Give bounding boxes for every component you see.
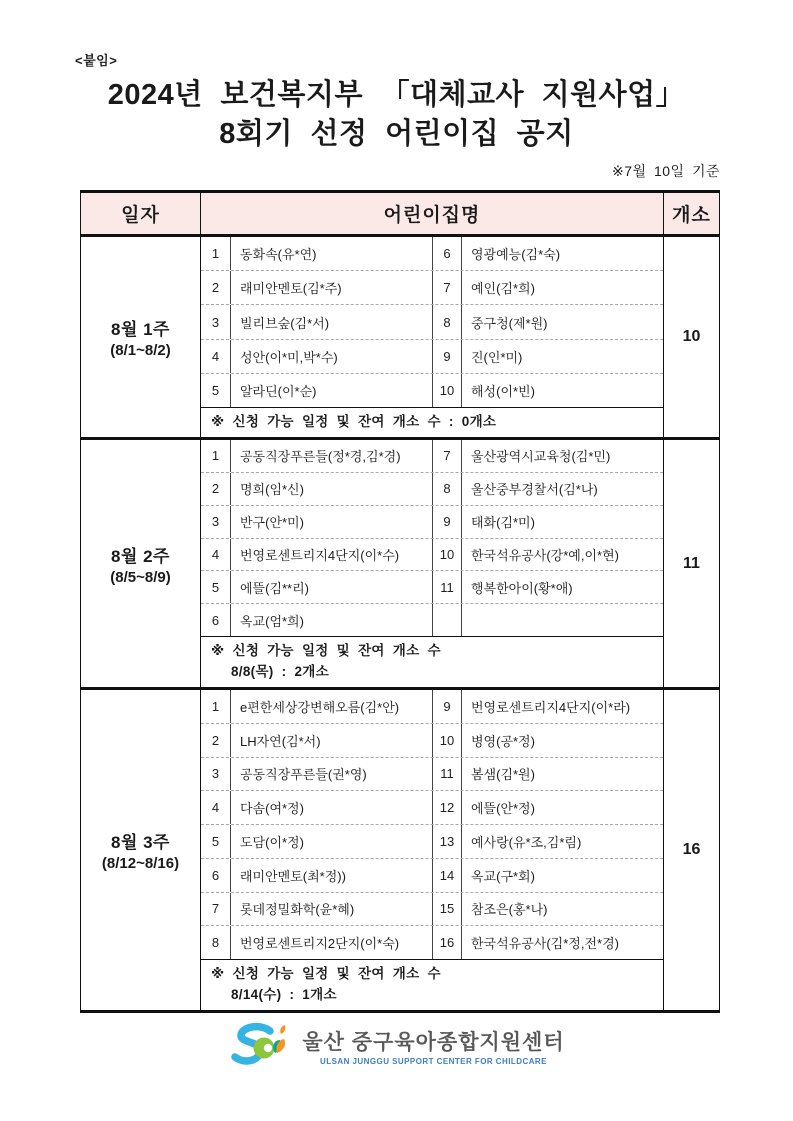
entry-name: 울산광역시교육청(김*민) [471, 449, 611, 465]
entry-number: 12 [432, 791, 462, 824]
center-list-cell [201, 237, 663, 437]
entry-number: 13 [432, 825, 462, 858]
week-date-cell [81, 690, 201, 1010]
entry-name: 번영로센트리지2단지(이*숙) [240, 936, 400, 952]
center-entry-row [201, 506, 663, 539]
week-count: 11 [663, 440, 719, 687]
entry-number: 6 [201, 859, 231, 892]
entry-name: 행복한아이(황*애) [471, 580, 573, 596]
center-entry-row [201, 604, 663, 636]
entry-name: 예인(김*희) [471, 281, 535, 297]
center-entry-row [201, 791, 663, 825]
entry-name: e편한세상강변해오름(김*안) [240, 699, 400, 715]
entry-number: 7 [432, 440, 462, 472]
center-logo-icon [228, 1022, 292, 1070]
table-header-row [81, 190, 719, 237]
entry-number: 2 [201, 473, 231, 505]
entry-number: 1 [201, 690, 231, 723]
entry-number: 1 [201, 440, 231, 472]
entry-name: 도담(이*정) [240, 834, 304, 850]
entry-number: 5 [201, 374, 231, 407]
entry-number: 4 [201, 791, 231, 824]
center-entry-row [201, 374, 663, 407]
entry-name: 울산중부경찰서(김*나) [471, 482, 598, 498]
center-list-cell [201, 440, 663, 687]
entry-name [462, 604, 663, 636]
entry-number: 11 [432, 571, 462, 603]
attachment-label: <붙임> [75, 53, 118, 68]
week-count: 10 [663, 237, 719, 437]
entry-name: 참조은(홍*나) [471, 902, 548, 918]
entry-number: 6 [201, 604, 231, 636]
center-list [201, 440, 663, 636]
footer [0, 1022, 793, 1070]
center-entry-row [201, 926, 663, 959]
title-line-2: 8회기 선정 어린이집 공지 [219, 118, 574, 151]
entry-number: 15 [432, 893, 462, 926]
entry-number: 4 [201, 340, 231, 373]
entry-number: 9 [432, 506, 462, 538]
entry-name: 예사랑(유*조,김*림) [471, 834, 582, 850]
entry-name: 태화(김*미) [471, 515, 535, 531]
center-entry-row [201, 724, 663, 758]
center-list [201, 237, 663, 407]
center-entry-row [201, 539, 663, 572]
entry-number: 1 [201, 237, 231, 270]
week-range: (8/12~8/16) [101, 855, 180, 872]
week-section [81, 440, 719, 690]
entry-name: 봄샘(김*원) [471, 767, 535, 783]
center-entry-row [201, 305, 663, 339]
center-list-cell [201, 690, 663, 1010]
entry-number: 2 [201, 271, 231, 304]
week-section [81, 237, 719, 440]
entry-name: 래미안멘토(최*정)) [240, 868, 346, 884]
entry-number: 3 [201, 305, 231, 338]
week-count: 16 [663, 690, 719, 1010]
entry-name: 한국석유공사(강*예,이*현) [471, 548, 619, 563]
week-label: 8월 2주 [111, 546, 170, 566]
availability-note-line: 8/8(목) : 2개소 [231, 664, 329, 680]
center-entry-row [201, 690, 663, 724]
entry-name: 래미안멘토(김*주) [240, 281, 342, 297]
entry-number: 8 [201, 926, 231, 959]
entry-number: 4 [201, 539, 231, 571]
week-date-cell [81, 440, 201, 687]
center-entry-row [201, 825, 663, 859]
availability-note-line: ※ 신청 가능 일정 및 잔여 개소 수 : 0개소 [211, 414, 497, 430]
entry-number: 14 [432, 859, 462, 892]
entry-name: 공동직장푸른들(권*영) [240, 767, 367, 783]
center-entry-row [201, 473, 663, 506]
header-count: 개소 [663, 193, 719, 234]
entry-name: 동화속(유*연) [240, 247, 317, 263]
week-label: 8월 1주 [111, 320, 170, 339]
entry-name: 에뜰(안*정) [471, 801, 535, 817]
entry-number: 9 [432, 340, 462, 373]
entry-number: 2 [201, 724, 231, 757]
availability-note [201, 959, 663, 1010]
entry-name: 롯데정밀화학(윤*혜) [240, 902, 355, 918]
entry-name: 해성(이*빈) [471, 383, 535, 399]
week-section [81, 690, 719, 1013]
table-body [81, 237, 719, 1013]
entry-name: 한국석유공사(김*정,전*경) [471, 936, 619, 952]
entry-number: 10 [432, 539, 462, 571]
entry-number: 7 [201, 893, 231, 926]
entry-name: 번영로센트리지4단지(이*수) [240, 548, 400, 563]
org-name-korean: 울산 중구육아종합지원센터 [302, 1031, 565, 1054]
document-title [0, 76, 793, 154]
entry-number: 6 [432, 237, 462, 270]
center-entry-row [201, 340, 663, 374]
entry-number: 11 [432, 758, 462, 791]
org-name-english: ULSAN JUNGGU SUPPORT CENTER FOR CHILDCARE [320, 1057, 547, 1066]
entry-name: 진(인*미) [471, 349, 523, 365]
week-label: 8월 3주 [111, 833, 170, 852]
entry-number: 8 [432, 473, 462, 505]
center-entry-row [201, 237, 663, 271]
entry-number: 8 [432, 305, 462, 338]
center-entry-row [201, 271, 663, 305]
entry-number: 9 [432, 690, 462, 723]
selection-table [80, 190, 720, 1013]
availability-note [201, 636, 663, 687]
center-entry-row [201, 859, 663, 893]
entry-name: 번영로센트리지4단지(이*라) [471, 699, 631, 715]
availability-note-line: ※ 신청 가능 일정 및 잔여 개소 수 [211, 643, 441, 659]
entry-number: 5 [201, 825, 231, 858]
entry-name: 옥교(엄*희) [240, 613, 304, 629]
center-list [201, 690, 663, 959]
entry-name: 공동직장푸른들(정*경,김*경) [240, 449, 401, 465]
entry-number: 10 [432, 724, 462, 757]
header-center-name: 어린이집명 [383, 205, 481, 226]
entry-name: 성안(이*미,박*수) [240, 349, 338, 365]
availability-note-line: 8/14(수) : 1개소 [231, 987, 337, 1003]
entry-number: 10 [432, 374, 462, 407]
availability-note [201, 407, 663, 437]
week-date-cell [81, 237, 201, 437]
entry-number [432, 604, 462, 636]
entry-name: 반구(안*미) [240, 515, 304, 531]
entry-name: 다솜(여*정) [240, 801, 304, 817]
center-entry-row [201, 758, 663, 792]
entry-name: 옥교(구*회) [471, 868, 535, 884]
week-range: (8/1~8/2) [110, 342, 171, 359]
entry-name: LH자연(김*서) [240, 733, 321, 749]
entry-name: 병영(공*정) [471, 733, 535, 749]
entry-number: 3 [201, 506, 231, 538]
center-entry-row [201, 440, 663, 473]
entry-name: 에뜰(김**리) [240, 580, 310, 596]
header-date: 일자 [81, 193, 201, 234]
availability-note-line: ※ 신청 가능 일정 및 잔여 개소 수 [211, 966, 441, 982]
entry-number: 7 [432, 271, 462, 304]
entry-name: 영광예능(김*숙) [471, 247, 561, 263]
entry-name: 중구청(제*원) [471, 315, 548, 331]
entry-number: 3 [201, 758, 231, 791]
entry-name: 빌리브숲(김*서) [240, 315, 330, 331]
entry-number: 5 [201, 571, 231, 603]
entry-name: 알라딘(이*순) [240, 383, 317, 399]
title-line-1: 2024년 보건복지부 「대체교사 지원사업」 [107, 79, 686, 111]
entry-name: 명희(임*신) [240, 482, 304, 498]
org-name-block [302, 1026, 564, 1066]
center-entry-row [201, 571, 663, 604]
as-of-date-note: ※7월 10일 기준 [612, 163, 720, 179]
week-range: (8/5~8/9) [110, 568, 171, 586]
entry-number: 16 [432, 926, 462, 959]
center-entry-row [201, 893, 663, 927]
